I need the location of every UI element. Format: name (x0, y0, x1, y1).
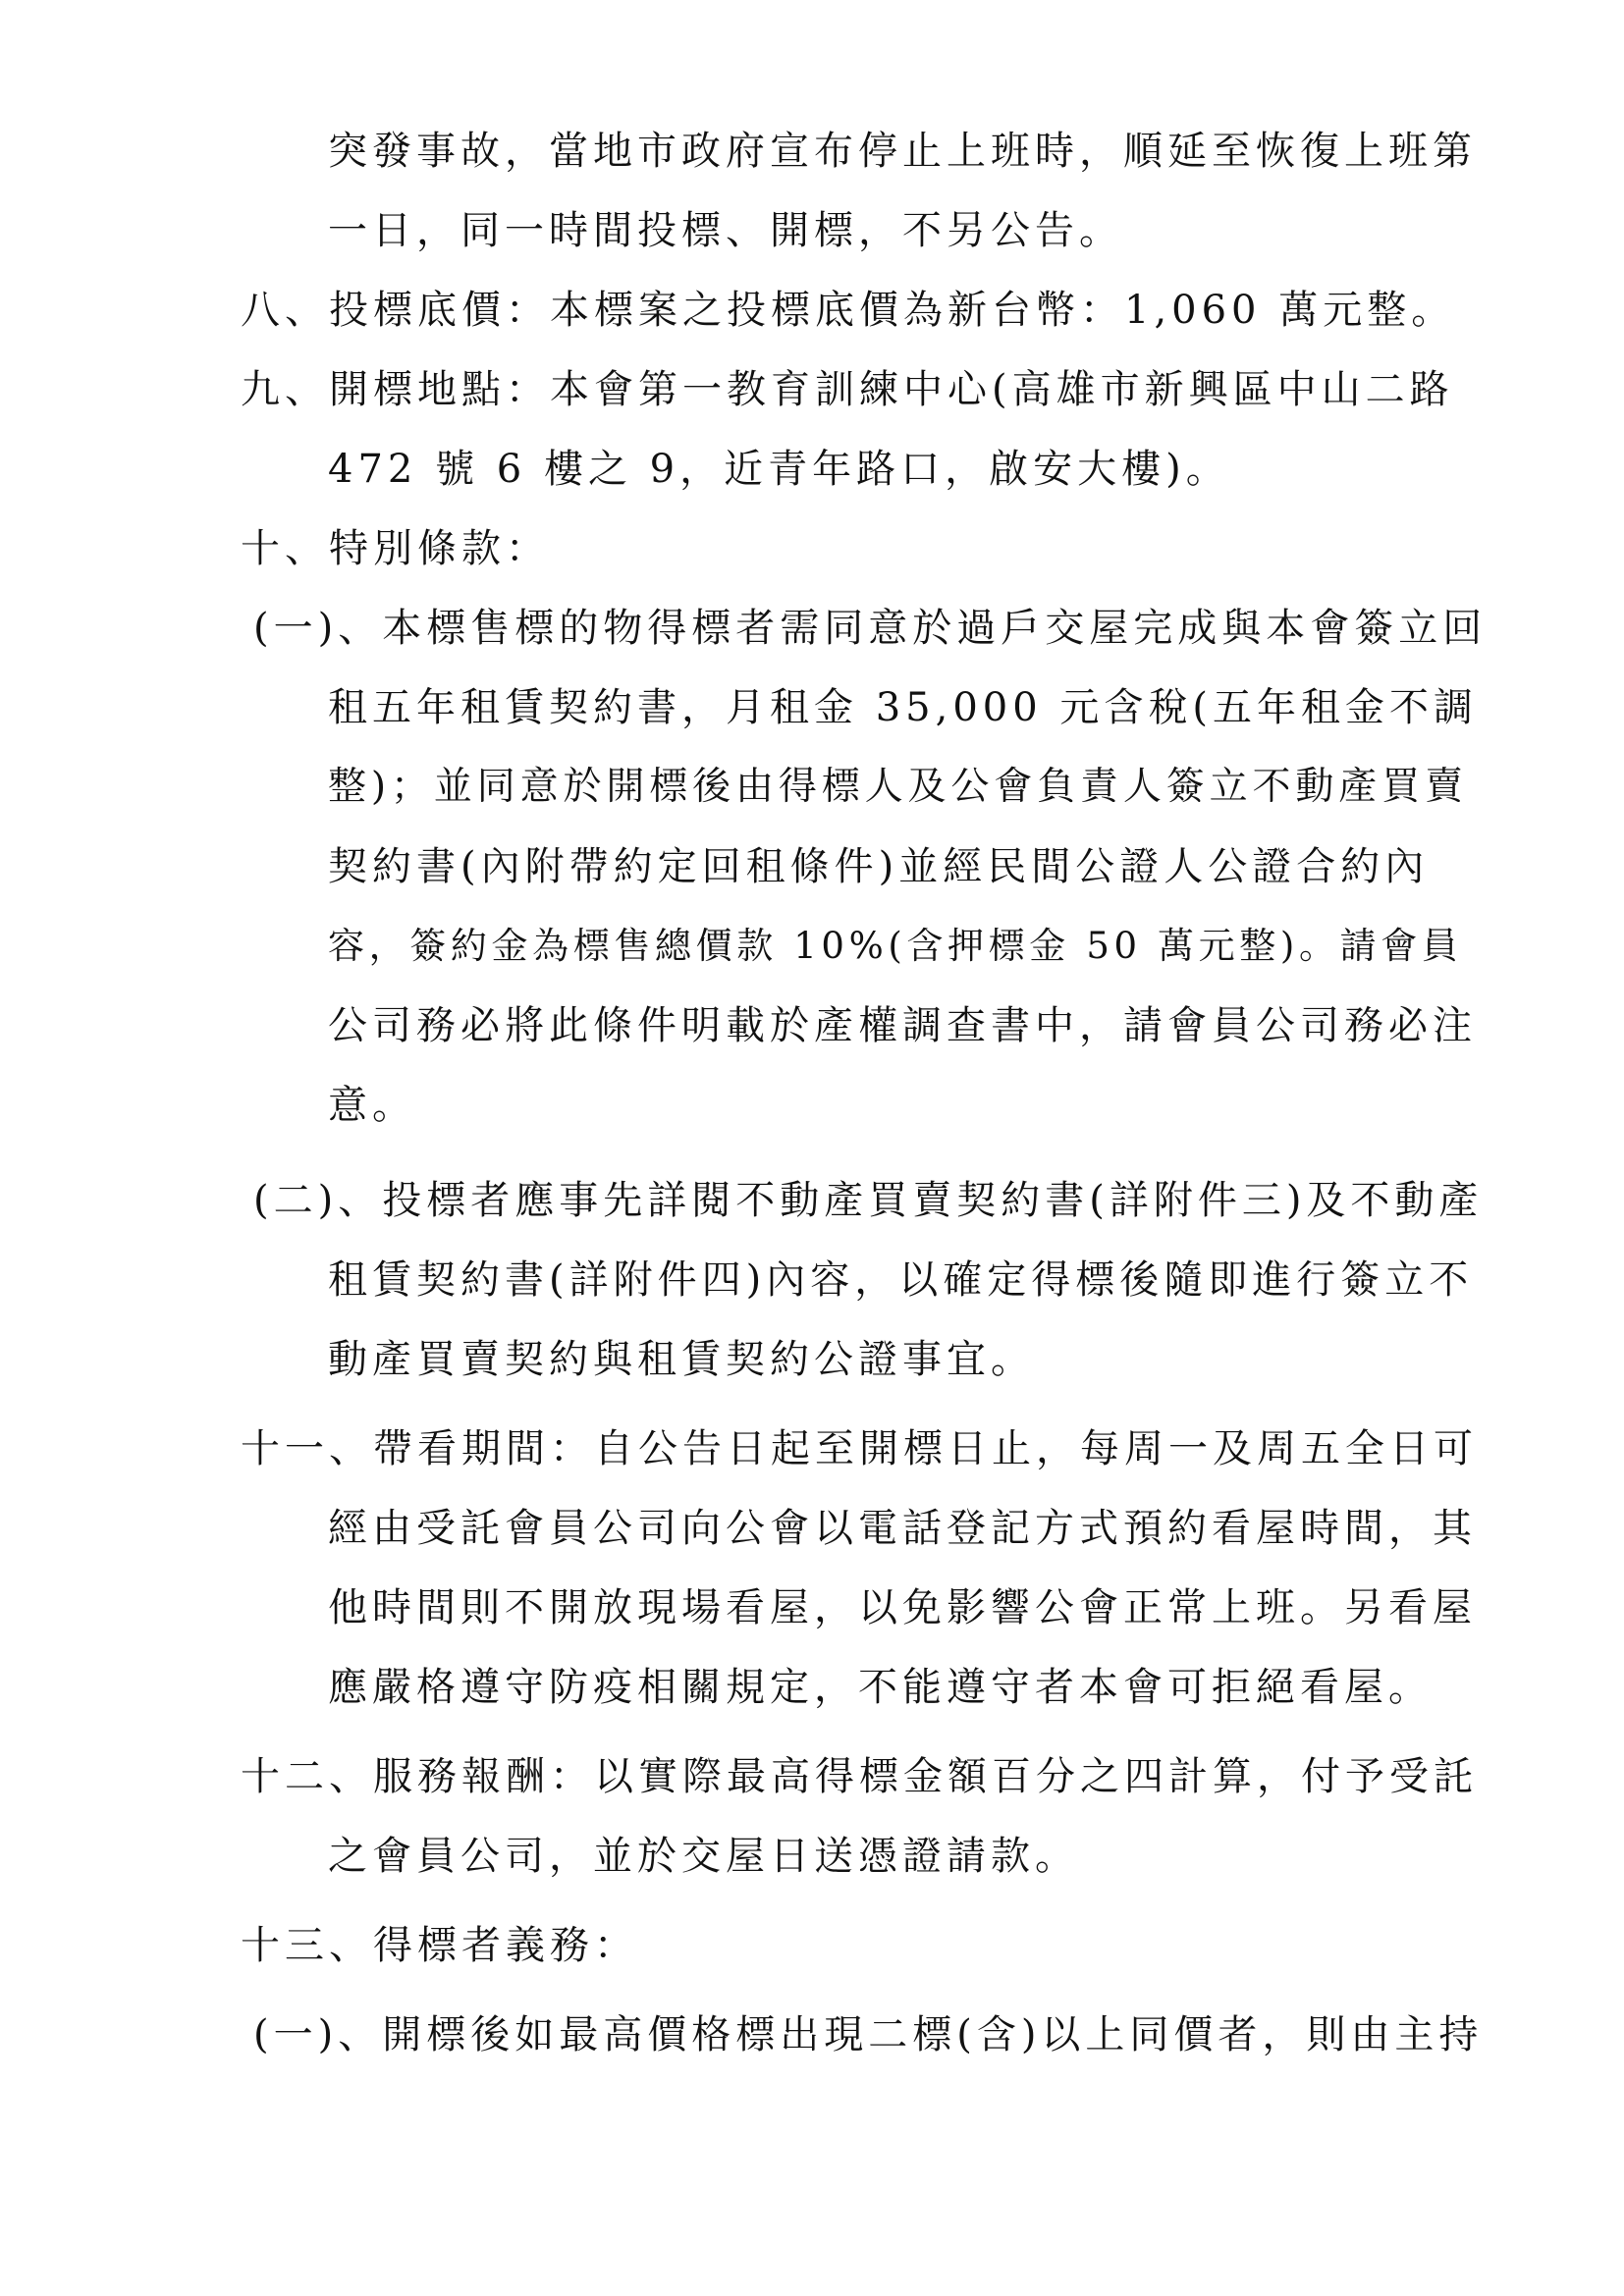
line-8: 租五年租賃契約書，月租金 35,000 元含稅(五年租金不調 (328, 685, 1478, 730)
line-13: 意。 (328, 1083, 416, 1128)
line-5: 472 號 6 樓之 9，近青年路口，啟安大樓)。 (328, 447, 1230, 492)
line-16: 動產買賣契約與租賃契約公證事宜。 (328, 1337, 1035, 1382)
line-14: (二)、投標者應事先詳閱不動產買賣契約書(詳附件三)及不動產 (253, 1178, 1484, 1223)
line-4: 九、開標地點：本會第一教育訓練中心(高雄市新興區中山二路 (241, 367, 1454, 412)
line-6: 十、特別條款： (241, 526, 550, 571)
line-23: 十三、得標者義務： (241, 1923, 638, 1968)
line-3: 八、投標底價：本標案之投標底價為新台幣：1,060 萬元整。 (241, 288, 1456, 333)
line-10: 契約書(內附帶約定回租條件)並經民間公證人公證合約內 (328, 844, 1430, 889)
line-17: 十一、帶看期間：自公告日起至開標日止，每周一及周五全日可 (241, 1426, 1478, 1471)
line-19: 他時間則不開放現場看屋，以免影響公會正常上班。另看屋 (328, 1585, 1477, 1630)
line-15: 租賃契約書(詳附件四)內容，以確定得標後隨即進行簽立不 (328, 1257, 1474, 1303)
line-22: 之會員公司，並於交屋日送憑證請款。 (328, 1834, 1079, 1879)
line-21: 十二、服務報酬：以實際最高得標金額百分之四計算，付予受託 (241, 1754, 1478, 1799)
line-20: 應嚴格遵守防疫相關規定，不能遵守者本會可拒絕看屋。 (328, 1665, 1433, 1710)
line-2: 一日，同一時間投標、開標，不另公告。 (328, 208, 1123, 253)
line-12: 公司務必將此條件明載於產權調查書中，請會員公司務必注 (328, 1003, 1477, 1048)
line-1: 突發事故，當地市政府宣布停止上班時，順延至恢復上班第 (328, 129, 1477, 174)
line-9: 整)；並同意於開標後由得標人及公會負責人簽立不動產買賣 (328, 765, 1468, 809)
line-7: (一)、本標售標的物得標者需同意於過戶交屋完成與本會簽立回 (253, 606, 1488, 651)
line-11: 容，簽約金為標售總價款 10%(含押標金 50 萬元整)。請會員 (328, 925, 1463, 967)
line-24: (一)、開標後如最高價格標出現二標(含)以上同價者，則由主持 (253, 2012, 1484, 2057)
line-18: 經由受託會員公司向公會以電話登記方式預約看屋時間，其 (328, 1506, 1477, 1551)
